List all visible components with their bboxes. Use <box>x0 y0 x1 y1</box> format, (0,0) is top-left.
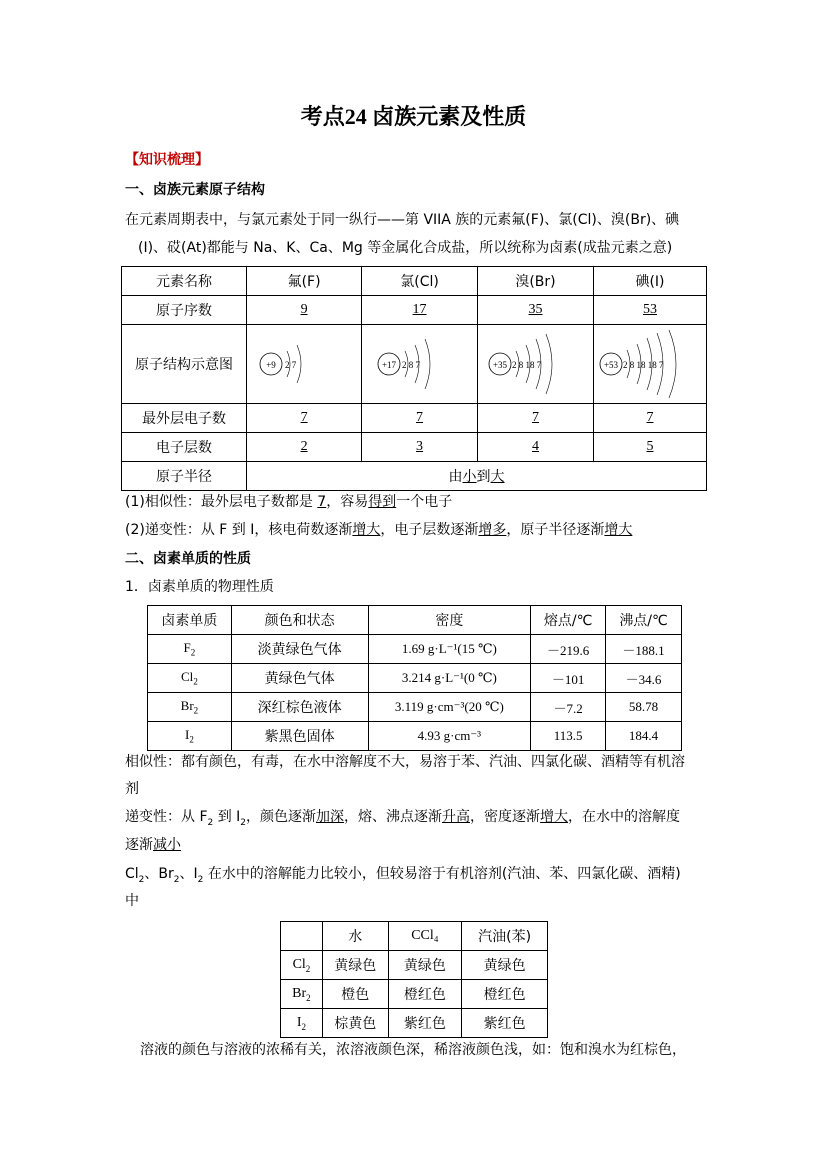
section-tag: 【知识梳理】 <box>125 152 209 168</box>
row-label: 原子结构示意图 <box>122 325 247 404</box>
row-label: 原子序数 <box>122 296 247 325</box>
intro-line-2: (I)、砹(At)都能与 Na、K、Ca、Mg 等金属化合成盐，所以统称为卤素(成盐元素之意) <box>138 240 673 256</box>
electron-layers: 5 <box>646 439 654 454</box>
table-row <box>122 267 707 296</box>
table-row <box>148 606 682 635</box>
outer-electrons: 7 <box>532 410 539 425</box>
solubility-line-1: $Cl_2$、$Br_2$、$I_2$ 在水中的溶解能力比较小，但较易溶于有机溶剂(汽油、苯、四氯化碳、酒精) <box>125 866 681 885</box>
electron-layers: 4 <box>532 439 539 454</box>
header-cell: 碘(I) <box>593 267 706 296</box>
boiling-point-cell: －188.1 <box>606 635 682 664</box>
melting-point-cell: －7.2 <box>531 693 606 722</box>
header-cell: 沸点/℃ <box>606 606 682 635</box>
element-cell: $Cl_2$ <box>148 664 232 693</box>
header-cell: 元素名称 <box>122 267 247 296</box>
nucleus-charge: +53 <box>603 360 619 370</box>
fluorine-structure-diagram <box>249 329 359 399</box>
gradation-line: (2)递变性：从 F 到 I，核电荷数逐渐增大，电子层数逐渐增多，原子半径逐渐增大 <box>125 522 633 538</box>
table-row <box>122 325 707 404</box>
atomic-number: 17 <box>412 302 427 317</box>
table-row <box>281 980 548 1009</box>
atomic-number: 35 <box>528 302 543 317</box>
intro-line-1: 在元素周期表中，与氯元素处于同一纵行——第 VIIA 族的元素氟(F)、氯(Cl)、溴(Br)、碘 <box>125 212 680 228</box>
density-cell: 4.93 g·cm⁻³ <box>368 722 531 751</box>
outer-electrons: 7 <box>416 410 424 425</box>
header-cell: 氟(F) <box>247 267 362 296</box>
table-row <box>122 404 707 433</box>
header-cell: 汽油(苯) <box>462 922 548 951</box>
state-cell: 深红棕色液体 <box>231 693 368 722</box>
table-row <box>148 722 682 751</box>
table-row <box>122 433 707 462</box>
boiling-point-cell: －34.6 <box>606 664 682 693</box>
water-color-cell: 橙色 <box>322 980 388 1009</box>
atomic-number: 9 <box>300 302 308 317</box>
section-1-heading: 一、卤族元素原子结构 <box>125 182 265 198</box>
solvent-color-table <box>280 921 548 1038</box>
page-title: 考点24 卤族元素及性质 <box>300 104 527 129</box>
shell-electrons: 2 8 18 18 7 <box>622 360 664 370</box>
similarity-line: (1)相似性：最外层电子数都是 7，容易得到一个电子 <box>125 494 453 510</box>
outer-electrons: 7 <box>646 410 654 425</box>
similarity-2-line-2: 剂 <box>125 781 139 797</box>
melting-point-cell: －101 <box>531 664 606 693</box>
gradation-2-line-1: 递变性：从 $F_2$ 到 $I_2$，颜色逐渐加深，熔、沸点逐渐升高，密度逐渐增大，在水中的溶解度 <box>125 809 681 828</box>
iodine-structure-diagram <box>595 328 705 400</box>
radius-trend: 由小到大 <box>247 462 707 491</box>
boiling-point-cell: 58.78 <box>606 693 682 722</box>
header-cell: 氯(Cl) <box>362 267 478 296</box>
gasoline-color-cell: 紫红色 <box>462 1009 548 1038</box>
table-row <box>148 635 682 664</box>
state-cell: 黄绿色气体 <box>231 664 368 693</box>
chlorine-structure-diagram <box>365 329 475 399</box>
density-cell: 3.214 g·L⁻¹(0 ℃) <box>368 664 531 693</box>
nucleus-charge: +9 <box>266 360 276 370</box>
header-cell: 密度 <box>368 606 531 635</box>
row-label: 原子半径 <box>122 462 247 491</box>
element-cell: $Br_2$ <box>281 980 323 1009</box>
table-row <box>281 951 548 980</box>
row-label: 电子层数 <box>122 433 247 462</box>
element-cell: $Br_2$ <box>148 693 232 722</box>
header-cell: 卤素单质 <box>148 606 232 635</box>
shell-electrons: 2 8 18 7 <box>511 360 541 370</box>
ccl4-color-cell: 橙红色 <box>388 980 462 1009</box>
header-cell: 水 <box>322 922 388 951</box>
water-color-cell: 黄绿色 <box>322 951 388 980</box>
subsection-1: 1．卤素单质的物理性质 <box>125 579 274 595</box>
nucleus-charge: +35 <box>492 360 507 370</box>
header-cell <box>281 922 323 951</box>
shell-electrons: 2 7 <box>285 360 297 370</box>
section-2-heading: 二、卤素单质的性质 <box>125 551 251 567</box>
gasoline-color-cell: 黄绿色 <box>462 951 548 980</box>
header-cell: 溴(Br) <box>478 267 594 296</box>
gradation-2-line-2: 逐渐减小 <box>125 837 181 853</box>
melting-point-cell: －219.6 <box>531 635 606 664</box>
table-row <box>281 922 548 951</box>
bromine-structure-diagram <box>480 329 592 399</box>
header-cell: 颜色和状态 <box>231 606 368 635</box>
similarity-2-line-1: 相似性：都有颜色，有毒，在水中溶解度不大，易溶于苯、汽油、四氯化碳、酒精等有机溶 <box>125 754 685 770</box>
element-cell: $Cl_2$ <box>281 951 323 980</box>
ccl4-color-cell: 紫红色 <box>388 1009 462 1038</box>
atomic-structure-table <box>121 266 707 491</box>
gasoline-color-cell: 橙红色 <box>462 980 548 1009</box>
table-row <box>122 296 707 325</box>
solubility-line-2: 中 <box>125 893 139 909</box>
electron-layers: 3 <box>416 439 424 454</box>
row-label: 最外层电子数 <box>122 404 247 433</box>
element-cell: $F_2$ <box>148 635 232 664</box>
ccl4-color-cell: 黄绿色 <box>388 951 462 980</box>
shell-electrons: 2 8 7 <box>401 360 420 370</box>
header-cell: 熔点/℃ <box>531 606 606 635</box>
header-cell: CCl₄ <box>388 922 462 951</box>
electron-layers: 2 <box>300 439 308 454</box>
final-line: 溶液的颜色与溶液的浓稀有关，浓溶液颜色深，稀溶液颜色浅，如：饱和溴水为红棕色， <box>140 1042 686 1058</box>
state-cell: 淡黄绿色气体 <box>231 635 368 664</box>
element-cell: $I_2$ <box>281 1009 323 1038</box>
density-cell: 1.69 g·L⁻¹(15 ℃) <box>368 635 531 664</box>
table-row <box>281 1009 548 1038</box>
nucleus-charge: +17 <box>381 360 396 370</box>
table-row <box>122 462 707 491</box>
water-color-cell: 棕黄色 <box>322 1009 388 1038</box>
density-cell: 3.119 g·cm⁻³(20 ℃) <box>368 693 531 722</box>
boiling-point-cell: 184.4 <box>606 722 682 751</box>
table-row <box>148 693 682 722</box>
atomic-number: 53 <box>642 302 657 317</box>
element-cell: $I_2$ <box>148 722 232 751</box>
table-row <box>148 664 682 693</box>
outer-electrons: 7 <box>300 410 308 425</box>
state-cell: 紫黑色固体 <box>231 722 368 751</box>
physical-properties-table <box>147 605 682 751</box>
melting-point-cell: 113.5 <box>531 722 606 751</box>
